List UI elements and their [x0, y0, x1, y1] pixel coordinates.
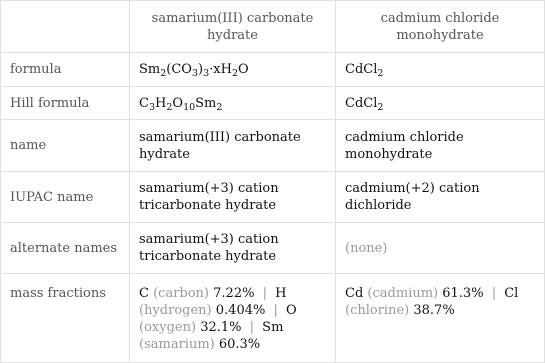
element-symbol: C — [139, 286, 149, 301]
column-header-samarium: samarium(III) carbonate hydrate — [130, 1, 336, 53]
hill-formula-samarium: $C_3H_2O_{10}Sm_2$ — [130, 87, 336, 120]
subscript: 2 — [160, 68, 167, 79]
subscript: 2 — [216, 101, 223, 113]
element-symbol: H — [275, 286, 287, 301]
row-label: formula — [1, 53, 130, 87]
element-name: (cadmium) — [367, 286, 439, 301]
fraction-separator: | — [249, 320, 255, 335]
row-label: IUPAC name — [1, 172, 130, 223]
row-label: Hill formula — [1, 87, 130, 120]
column-header-cadmium: cadmium chloride monohydrate — [336, 1, 545, 53]
subscript: 3 — [148, 101, 155, 113]
table-row — [1, 53, 545, 87]
table-row — [1, 274, 545, 363]
subscript: 2 — [231, 68, 238, 79]
element-name: (samarium) — [139, 337, 215, 352]
subscript: 2 — [377, 101, 384, 113]
element-symbol: O — [286, 303, 297, 318]
subscript: 3 — [191, 68, 199, 79]
table-row — [1, 87, 545, 120]
element-symbol: Sm — [262, 320, 284, 335]
element-name: (hydrogen) — [139, 303, 212, 318]
formula-samarium: $Sm_2(CO_3)_3\cdot xH_2O$ — [130, 53, 336, 87]
name-samarium: samarium(III) carbonate hydrate — [130, 120, 336, 172]
header-row — [1, 1, 545, 53]
row-label: name — [1, 120, 130, 172]
row-label: alternate names — [1, 223, 130, 274]
element-percentage: 7.22% — [213, 286, 255, 301]
subscript: 10 — [183, 101, 196, 113]
fraction-separator: | — [491, 286, 497, 301]
element-percentage: 32.1% — [200, 320, 242, 335]
alternate-names-samarium: samarium(+3) cation tricarbonate hydrate — [130, 223, 336, 274]
mass-fractions-cadmium — [336, 274, 545, 363]
element-name: (oxygen) — [139, 320, 197, 335]
table-row — [1, 223, 545, 274]
iupac-name-cadmium: cadmium(+2) cation dichloride — [336, 172, 545, 223]
element-symbol: Cl — [504, 286, 519, 301]
name-cadmium: cadmium chloride monohydrate — [336, 120, 545, 172]
mass-fractions-samarium — [130, 274, 336, 363]
element-percentage: 60.3% — [218, 337, 261, 352]
subscript: 3 — [203, 68, 210, 79]
element-symbol: Cd — [345, 286, 364, 301]
corner-cell — [1, 1, 130, 53]
row-label: mass fractions — [1, 274, 130, 363]
fraction-separator: | — [273, 303, 278, 318]
element-name: (chlorine) — [345, 303, 410, 318]
element-percentage: 0.404% — [215, 303, 266, 318]
element-percentage: 61.3% — [442, 286, 484, 301]
table-row — [1, 172, 545, 223]
hill-formula-cadmium: CdCl$_2$ — [336, 87, 545, 120]
subscript: 2 — [166, 101, 173, 113]
subscript: 2 — [377, 68, 384, 79]
element-name: (carbon) — [153, 286, 210, 301]
element-percentage: 38.7% — [413, 303, 455, 318]
alternate-names-cadmium: (none) — [336, 223, 545, 274]
iupac-name-samarium: samarium(+3) cation tricarbonate hydrate — [130, 172, 336, 223]
table-row — [1, 120, 545, 172]
formula-cadmium: CdCl$_2$ — [336, 53, 545, 87]
fraction-separator: | — [262, 286, 267, 301]
